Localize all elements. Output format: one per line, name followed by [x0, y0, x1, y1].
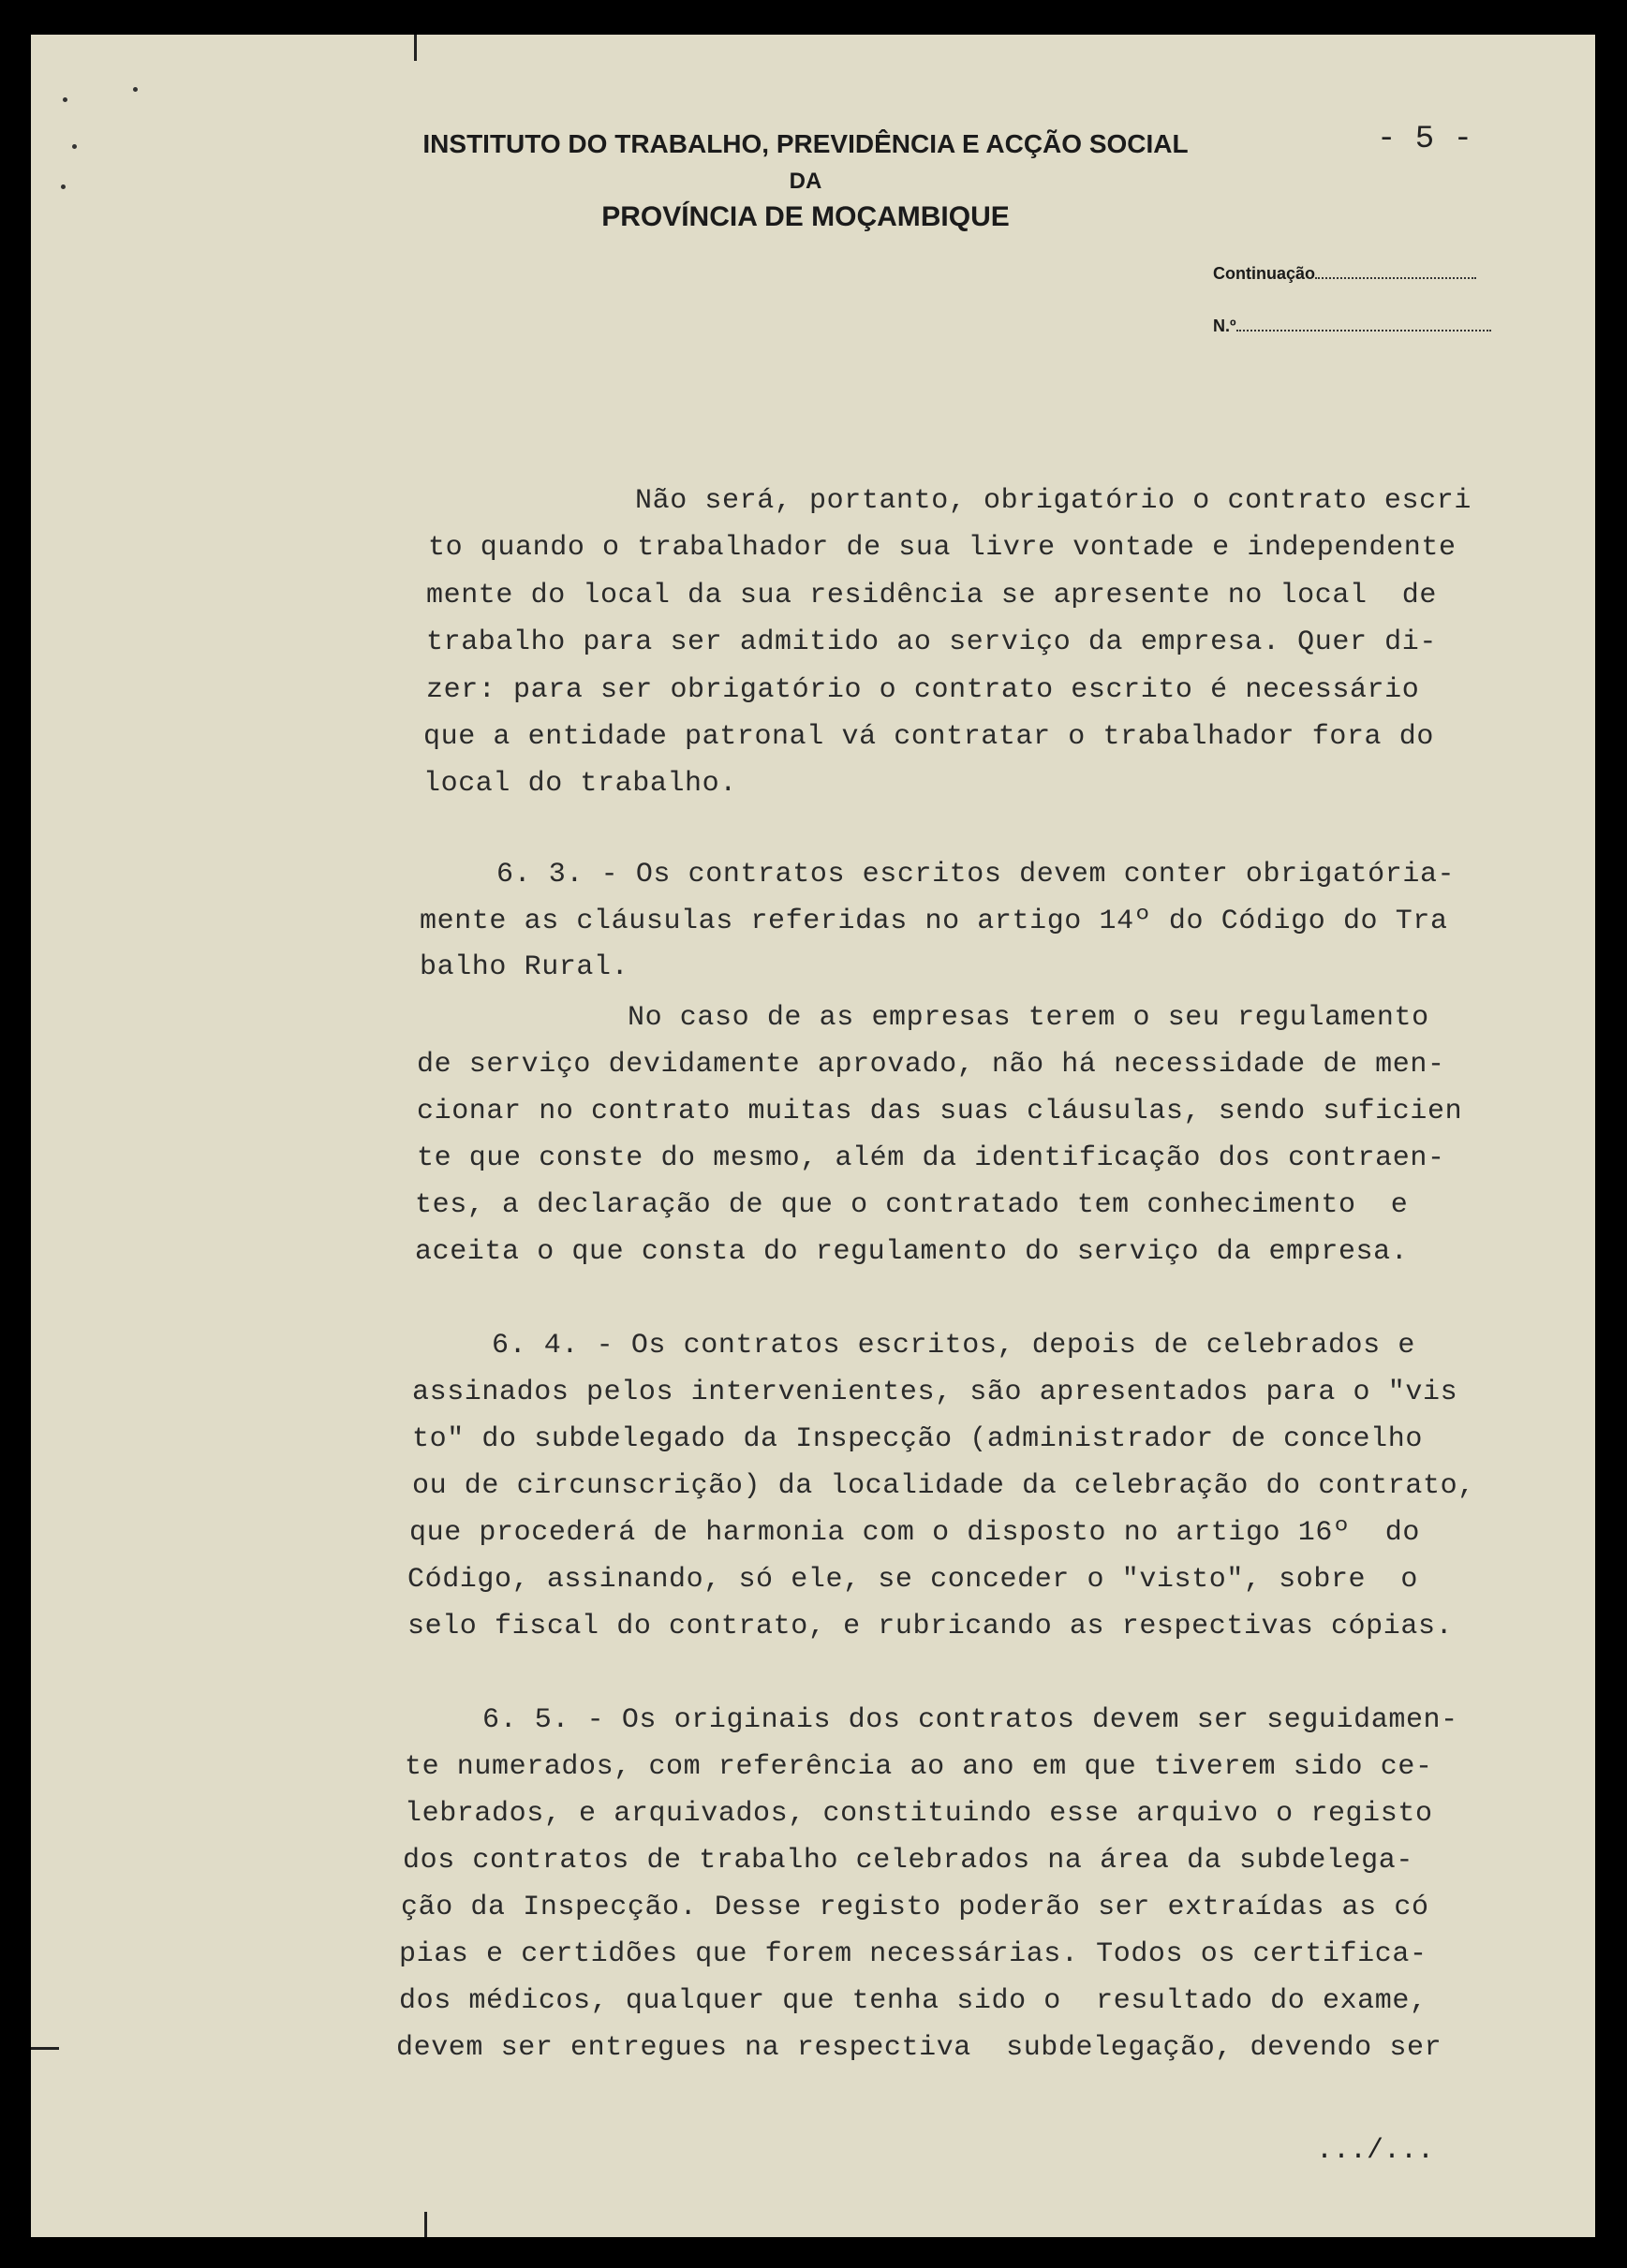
body-line: 6. 3. - Os contratos escritos devem conter obrigatória- [496, 859, 1456, 891]
number-label: N.º [1213, 317, 1236, 335]
top-edge-mark [414, 35, 417, 61]
speck [72, 144, 77, 149]
number-field [1213, 317, 1491, 336]
continuation-field [1213, 264, 1476, 284]
body-line: 6. 4. - Os contratos escritos, depois de celebrados e [492, 1330, 1415, 1362]
body-line: de serviço devidamente aprovado, não há necessidade de men- [417, 1049, 1445, 1081]
body-line: devem ser entregues na respectiva subdelegação, devendo ser [396, 2032, 1442, 2064]
body-line: pias e certidões que forem necessárias. Todos os certifica- [399, 1938, 1427, 1970]
province-title: PROVÍNCIA DE MOÇAMBIQUE [601, 201, 1010, 232]
body-line: No caso de as empresas terem o seu regulamento [628, 1002, 1429, 1034]
body-line: selo fiscal do contrato, e rubricando as respectivas cópias. [407, 1611, 1454, 1642]
body-line: que procederá de harmonia com o disposto no artigo 16º do [409, 1517, 1420, 1549]
body-line: te numerados, com referência ao ano em que tiverem sido ce- [405, 1751, 1433, 1783]
number-dotted-line [1236, 317, 1491, 331]
continues-marker: .../... [1316, 2135, 1435, 2167]
institute-da: DA [789, 169, 822, 194]
body-line: 6. 5. - Os originais dos contratos devem ser seguidamen- [482, 1704, 1458, 1736]
body-line: mente as cláusulas referidas no artigo 14º do Código do Tra [420, 906, 1448, 937]
institute-title: INSTITUTO DO TRABALHO, PREVIDÊNCIA E ACÇÃO SOCIAL [422, 129, 1189, 158]
body-line: zer: para ser obrigatório o contrato escrito é necessário [426, 674, 1420, 706]
body-line: assinados pelos intervenientes, são apresentados para o "vis [412, 1377, 1458, 1408]
continuation-dotted-line [1315, 264, 1476, 279]
body-line: aceita o que consta do regulamento do serviço da empresa. [415, 1236, 1409, 1268]
body-line: cionar no contrato muitas das suas cláusulas, sendo suficien [417, 1096, 1463, 1127]
body-line: ção da Inspecção. Desse registo poderão ser extraídas as có [401, 1892, 1429, 1923]
body-line: tes, a declaração de que o contratado tem conhecimento e [415, 1189, 1409, 1221]
continuation-label: Continuação [1213, 264, 1316, 283]
body-line: local do trabalho. [423, 768, 737, 800]
body-line: to quando o trabalhador de sua livre vontade e independente [428, 532, 1457, 564]
speck [63, 97, 67, 102]
body-line: que a entidade patronal vá contratar o trabalhador fora do [423, 721, 1434, 753]
body-line: dos contratos de trabalho celebrados na área da subdelega- [403, 1845, 1413, 1877]
page-number: - 5 - [1377, 122, 1473, 157]
body-line: ou de circunscrição) da localidade da celebração do contrato, [412, 1470, 1475, 1502]
body-line: dos médicos, qualquer que tenha sido o resultado do exame, [399, 1985, 1427, 2017]
body-line: te que conste do mesmo, além da identificação dos contraen- [417, 1142, 1445, 1174]
body-line: Código, assinando, só ele, se conceder o "visto", sobre o [407, 1564, 1418, 1596]
body-line: lebrados, e arquivados, constituindo esse arquivo o registo [405, 1798, 1433, 1830]
body-line: mente do local da sua residência se apresente no local de [426, 580, 1437, 611]
body-line: trabalho para ser admitido ao serviço da empresa. Quer di- [426, 626, 1437, 658]
body-line: balho Rural. [420, 951, 629, 983]
left-edge-mark [31, 2047, 59, 2050]
speck [61, 184, 66, 189]
speck [133, 87, 138, 92]
bottom-edge-mark [424, 2212, 427, 2237]
body-line: to" do subdelegado da Inspecção (administrador de concelho [412, 1423, 1423, 1455]
body-line: Não será, portanto, obrigatório o contrato escri [635, 485, 1472, 517]
